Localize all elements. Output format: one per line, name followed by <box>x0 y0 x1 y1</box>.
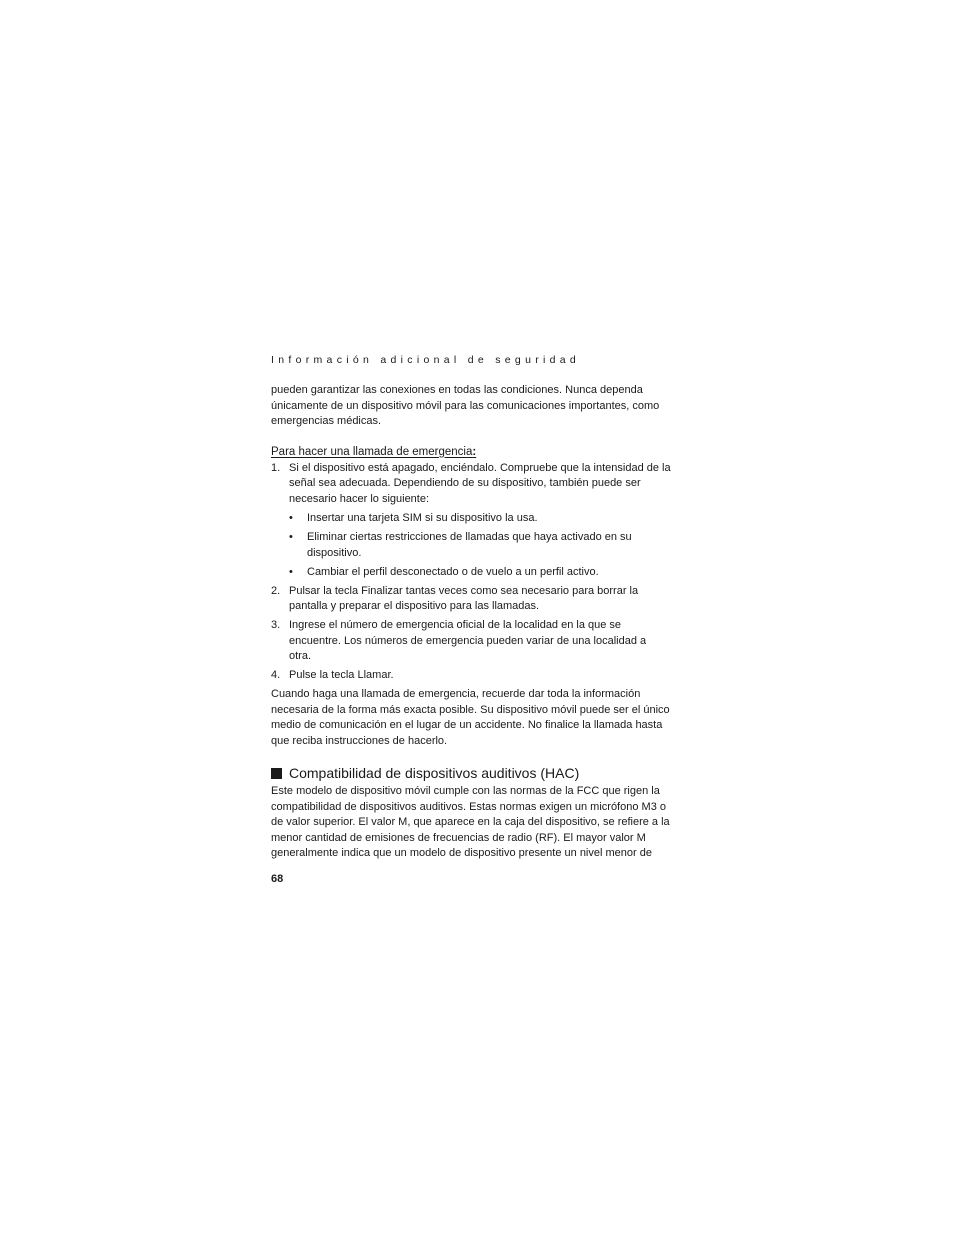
step-item <box>271 668 671 684</box>
step-item <box>271 584 671 615</box>
step-bullets-list <box>289 511 671 580</box>
square-icon <box>271 768 282 779</box>
emergency-closing-paragraph: Cuando haga una llamada de emergencia, recuerde dar toda la información necesaria de la forma más exacta posible. Su dispositivo móvil puede ser el único medio de comunicación en el lugar de un accidente. No finalice la llamada hasta que reciba instrucciones de hacerlo. <box>271 688 670 747</box>
page-number: 68 <box>271 872 284 885</box>
emergency-heading-text: Para hacer una llamada de emergencia <box>271 445 473 458</box>
bullet-text: Eliminar ciertas restricciones de llamadas que haya activado en su dispositivo. <box>307 531 632 559</box>
hac-section-title <box>271 764 671 782</box>
bullet-icon: • <box>289 512 293 524</box>
step-text: Ingrese el número de emergencia oficial de la localidad en la que se encuentre. Los números de emergencia pueden variar de una localidad a otra. <box>289 619 647 662</box>
step-number: 3. <box>271 619 281 631</box>
step-item <box>271 461 671 581</box>
emergency-heading <box>271 444 671 460</box>
emergency-heading-colon: : <box>472 445 477 458</box>
running-header: Información adicional de seguridad <box>271 354 581 366</box>
bullet-icon: • <box>289 531 293 543</box>
step-number: 4. <box>271 669 281 681</box>
bullet-item <box>289 530 671 561</box>
bullet-text: Cambiar el perfil desconectado o de vuelo a un perfil activo. <box>307 565 599 578</box>
bullet-icon: • <box>289 565 293 578</box>
step-number: 1. <box>271 461 281 474</box>
step-text: Si el dispositivo está apagado, enciéndalo. Compruebe que la intensidad de la señal sea adecuada. Dependiendo de su dispositivo, también puede ser necesario hacer lo siguiente: <box>289 461 671 505</box>
emergency-steps-list <box>271 461 671 684</box>
hac-paragraph: Este modelo de dispositivo móvil cumple con las normas de la FCC que rigen la compatibilidad de dispositivos auditivos. Estas normas exigen un micrófono M3 o de valor superior. El valor M, que aparece en la caja del dispositivo, se refiere a la menor cantidad de emisiones de frecuencias de radio (RF). El mayor valor M generalmente indica que un modelo de dispositivo presente un nivel menor de <box>271 785 670 859</box>
step-text: Pulse la tecla Llamar. <box>289 669 394 681</box>
bullet-item <box>289 565 671 581</box>
step-text: Pulsar la tecla Finalizar tantas veces como sea necesario para borrar la pantalla y preparar el dispositivo para las llamadas. <box>289 584 639 612</box>
manual-page <box>271 352 671 887</box>
intro-paragraph: pueden garantizar las conexiones en todas las condiciones. Nunca dependa únicamente de un dispositivo móvil para las comunicaciones importantes, como emergencias médicas. <box>271 384 660 427</box>
step-item <box>271 618 671 665</box>
bullet-text: Insertar una tarjeta SIM si su dispositivo la usa. <box>307 512 538 524</box>
hac-title-text: Compatibilidad de dispositivos auditivos (HAC) <box>289 765 580 781</box>
step-number: 2. <box>271 584 281 597</box>
bullet-item <box>289 511 671 527</box>
